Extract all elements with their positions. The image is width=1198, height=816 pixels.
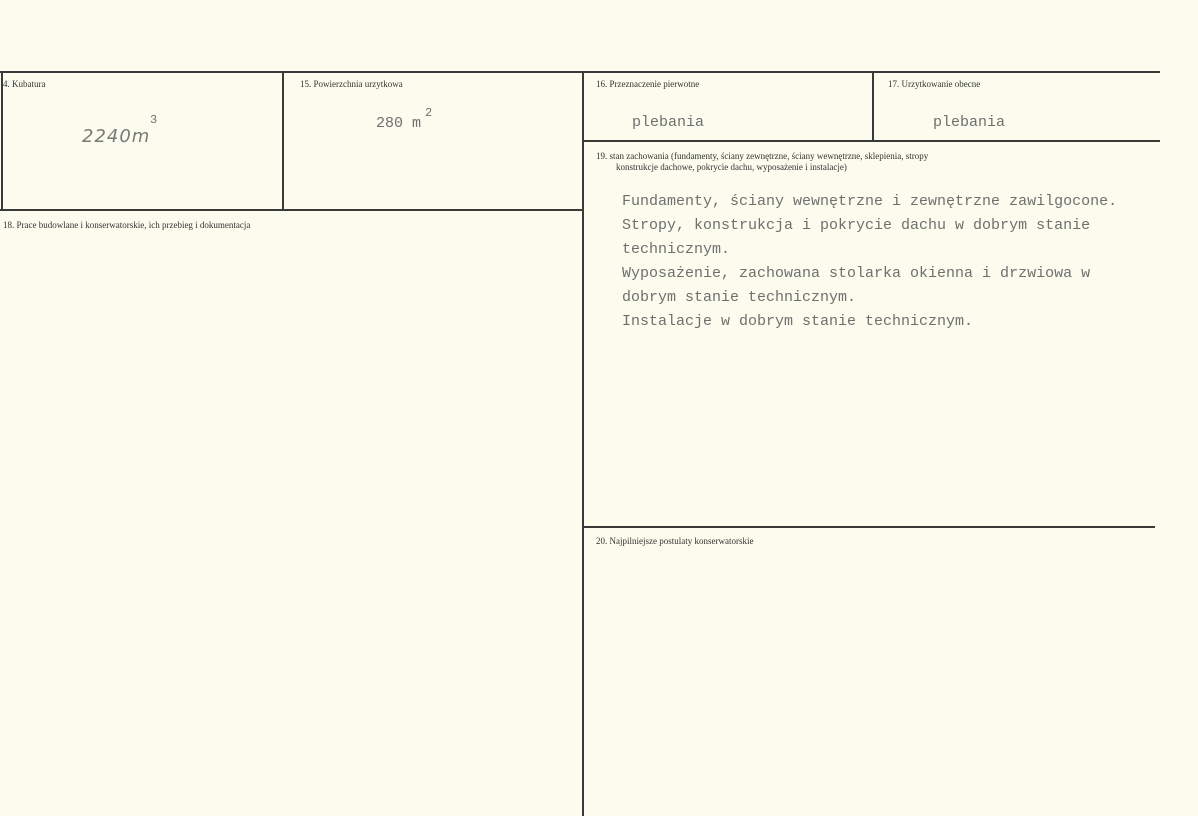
stan-line: dobrym stanie technicznym. [622, 289, 857, 306]
stan-line: Wyposażenie, zachowana stolarka okienna i drzwiowa w [622, 265, 1091, 282]
stan-label-line2: konstrukcje dachowe, pokrycie dachu, wyposażenie i instalacje) [616, 162, 847, 172]
divider-kubatura-powierzchnia [282, 71, 284, 209]
powierzchnia-unit-superscript: 2 [425, 106, 433, 120]
powierzchnia-label: 15. Powierzchnia urzytkowa [300, 79, 403, 89]
row1-bottom-line-right [583, 140, 1160, 142]
stan-line: Stropy, konstrukcja i pokrycie dachu w dobrym stanie [622, 217, 1091, 234]
divider-przeznaczenie-uzytkowanie [872, 71, 874, 140]
row1-bottom-line-left [0, 209, 583, 211]
top-border-line [0, 71, 1160, 73]
stan-line: technicznym. [622, 241, 731, 258]
section19-bottom-line [583, 526, 1155, 528]
kubatura-label: 4. Kubatura [3, 79, 46, 89]
stan-line: Fundamenty, ściany wewnętrzne i zewnętrzne zawilgocone. [622, 193, 1118, 210]
divider-main-column [582, 71, 584, 816]
stan-line: Instalacje w dobrym stanie technicznym. [622, 313, 974, 330]
powierzchnia-value: 280 m [376, 115, 422, 132]
przeznaczenie-label: 16. Przeznaczenie pierwotne [596, 79, 700, 89]
uzytkowanie-label: 17. Urzytkowanie obecne [888, 79, 981, 89]
postulaty-label: 20. Najpilniejsze postulaty konserwatorskie [596, 536, 754, 546]
uzytkowanie-value: plebania [933, 114, 1006, 131]
kubatura-unit-superscript: 3 [150, 113, 158, 127]
left-border-line [1, 71, 3, 209]
kubatura-value: 2240m [82, 126, 151, 147]
przeznaczenie-value: plebania [632, 114, 705, 131]
prace-label: 18. Prace budowlane i konserwatorskie, ich przebieg i dokumentacja [3, 220, 251, 230]
stan-description [622, 190, 1182, 334]
stan-label-line1: 19. stan zachowania (fundamenty, ściany zewnętrzne, ściany wewnętrzne, sklepienia, stropy [596, 151, 929, 161]
